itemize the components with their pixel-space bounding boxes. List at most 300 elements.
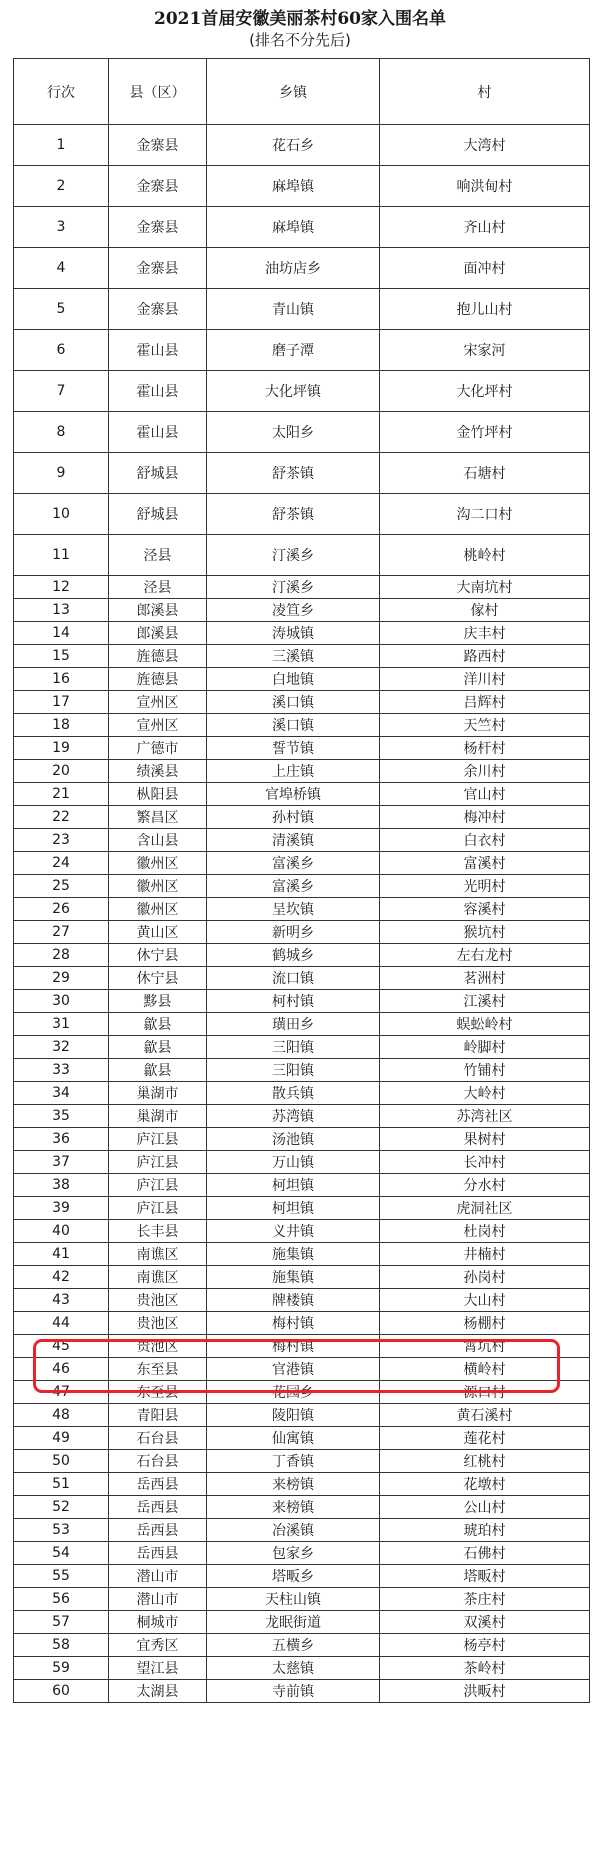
cell-county: 宜秀区 xyxy=(109,1634,207,1657)
cell-village: 左右龙村 xyxy=(380,944,590,967)
header-town: 乡镇 xyxy=(207,59,380,125)
cell-rank: 5 xyxy=(14,289,109,330)
cell-town: 麻埠镇 xyxy=(207,166,380,207)
cell-rank: 22 xyxy=(14,806,109,829)
cell-village: 金竹坪村 xyxy=(380,412,590,453)
cell-village: 大山村 xyxy=(380,1289,590,1312)
cell-village: 天竺村 xyxy=(380,714,590,737)
table-row xyxy=(14,691,590,714)
cell-town: 溪口镇 xyxy=(207,691,380,714)
cell-town: 青山镇 xyxy=(207,289,380,330)
cell-village: 江溪村 xyxy=(380,990,590,1013)
cell-rank: 39 xyxy=(14,1197,109,1220)
cell-village: 容溪村 xyxy=(380,898,590,921)
page-subtitle: (排名不分先后) xyxy=(249,31,351,49)
cell-town: 施集镇 xyxy=(207,1243,380,1266)
cell-village: 梅冲村 xyxy=(380,806,590,829)
cell-rank: 59 xyxy=(14,1657,109,1680)
table-row xyxy=(14,1243,590,1266)
cell-village: 沟二口村 xyxy=(380,494,590,535)
cell-rank: 47 xyxy=(14,1381,109,1404)
cell-town: 白地镇 xyxy=(207,668,380,691)
table-row xyxy=(14,1013,590,1036)
cell-county: 广德市 xyxy=(109,737,207,760)
cell-town: 官港镇 xyxy=(207,1358,380,1381)
cell-rank: 40 xyxy=(14,1220,109,1243)
table-row xyxy=(14,1036,590,1059)
cell-village: 白衣村 xyxy=(380,829,590,852)
cell-town: 柯坦镇 xyxy=(207,1174,380,1197)
cell-rank: 36 xyxy=(14,1128,109,1151)
cell-village: 虎洞社区 xyxy=(380,1197,590,1220)
cell-rank: 12 xyxy=(14,576,109,599)
cell-rank: 6 xyxy=(14,330,109,371)
table-row xyxy=(14,1289,590,1312)
cell-rank: 16 xyxy=(14,668,109,691)
cell-county: 岳西县 xyxy=(109,1473,207,1496)
cell-rank: 1 xyxy=(14,125,109,166)
table-row xyxy=(14,1197,590,1220)
cell-village: 光明村 xyxy=(380,875,590,898)
cell-village: 猴坑村 xyxy=(380,921,590,944)
cell-village: 公山村 xyxy=(380,1496,590,1519)
cell-village: 庆丰村 xyxy=(380,622,590,645)
cell-rank: 42 xyxy=(14,1266,109,1289)
cell-county: 歙县 xyxy=(109,1036,207,1059)
cell-village: 大南坑村 xyxy=(380,576,590,599)
cell-town: 孙村镇 xyxy=(207,806,380,829)
cell-village: 富溪村 xyxy=(380,852,590,875)
cell-town: 呈坎镇 xyxy=(207,898,380,921)
cell-town: 冶溪镇 xyxy=(207,1519,380,1542)
cell-rank: 57 xyxy=(14,1611,109,1634)
table-row xyxy=(14,1404,590,1427)
cell-rank: 35 xyxy=(14,1105,109,1128)
table-row xyxy=(14,1105,590,1128)
cell-county: 巢湖市 xyxy=(109,1105,207,1128)
cell-county: 徽州区 xyxy=(109,852,207,875)
table-row xyxy=(14,852,590,875)
table-row xyxy=(14,1680,590,1703)
cell-rank: 43 xyxy=(14,1289,109,1312)
cell-town: 龙眠街道 xyxy=(207,1611,380,1634)
cell-town: 璜田乡 xyxy=(207,1013,380,1036)
cell-rank: 31 xyxy=(14,1013,109,1036)
cell-village: 桃岭村 xyxy=(380,535,590,576)
table-row xyxy=(14,898,590,921)
cell-town: 誓节镇 xyxy=(207,737,380,760)
cell-village: 宋家河 xyxy=(380,330,590,371)
cell-town: 义井镇 xyxy=(207,1220,380,1243)
cell-town: 鹤城乡 xyxy=(207,944,380,967)
cell-village: 齐山村 xyxy=(380,207,590,248)
table-row xyxy=(14,967,590,990)
cell-town: 汤池镇 xyxy=(207,1128,380,1151)
cell-rank: 2 xyxy=(14,166,109,207)
cell-town: 梅村镇 xyxy=(207,1335,380,1358)
cell-county: 郎溪县 xyxy=(109,622,207,645)
table-row xyxy=(14,1588,590,1611)
cell-rank: 45 xyxy=(14,1335,109,1358)
cell-village: 蜈蚣岭村 xyxy=(380,1013,590,1036)
village-list-table xyxy=(13,58,590,1703)
cell-rank: 54 xyxy=(14,1542,109,1565)
cell-village: 余川村 xyxy=(380,760,590,783)
cell-rank: 26 xyxy=(14,898,109,921)
cell-town: 万山镇 xyxy=(207,1151,380,1174)
table-row xyxy=(14,1358,590,1381)
table-row xyxy=(14,1611,590,1634)
cell-rank: 24 xyxy=(14,852,109,875)
header-rank: 行次 xyxy=(14,59,109,125)
cell-town: 施集镇 xyxy=(207,1266,380,1289)
cell-village: 莲花村 xyxy=(380,1427,590,1450)
cell-rank: 29 xyxy=(14,967,109,990)
cell-rank: 46 xyxy=(14,1358,109,1381)
cell-town: 五横乡 xyxy=(207,1634,380,1657)
cell-county: 长丰县 xyxy=(109,1220,207,1243)
cell-village: 杨亭村 xyxy=(380,1634,590,1657)
cell-rank: 4 xyxy=(14,248,109,289)
cell-county: 宣州区 xyxy=(109,714,207,737)
table-row xyxy=(14,1473,590,1496)
cell-rank: 52 xyxy=(14,1496,109,1519)
cell-town: 花园乡 xyxy=(207,1381,380,1404)
cell-rank: 30 xyxy=(14,990,109,1013)
cell-county: 霍山县 xyxy=(109,371,207,412)
cell-town: 三溪镇 xyxy=(207,645,380,668)
cell-county: 庐江县 xyxy=(109,1174,207,1197)
cell-town: 流口镇 xyxy=(207,967,380,990)
table-row xyxy=(14,599,590,622)
table-row xyxy=(14,990,590,1013)
cell-village: 岭脚村 xyxy=(380,1036,590,1059)
table-row xyxy=(14,453,590,494)
table-row xyxy=(14,1427,590,1450)
cell-rank: 7 xyxy=(14,371,109,412)
table-row xyxy=(14,783,590,806)
cell-town: 苏湾镇 xyxy=(207,1105,380,1128)
table-row xyxy=(14,1381,590,1404)
table-row xyxy=(14,1496,590,1519)
cell-county: 庐江县 xyxy=(109,1197,207,1220)
cell-village: 长冲村 xyxy=(380,1151,590,1174)
cell-county: 东至县 xyxy=(109,1358,207,1381)
cell-county: 桐城市 xyxy=(109,1611,207,1634)
cell-village: 官山村 xyxy=(380,783,590,806)
cell-rank: 50 xyxy=(14,1450,109,1473)
table-row xyxy=(14,806,590,829)
cell-rank: 27 xyxy=(14,921,109,944)
cell-town: 仙寓镇 xyxy=(207,1427,380,1450)
cell-rank: 41 xyxy=(14,1243,109,1266)
table-row xyxy=(14,760,590,783)
cell-rank: 44 xyxy=(14,1312,109,1335)
cell-town: 富溪乡 xyxy=(207,875,380,898)
cell-town: 花石乡 xyxy=(207,125,380,166)
cell-rank: 17 xyxy=(14,691,109,714)
table-row xyxy=(14,248,590,289)
cell-county: 霍山县 xyxy=(109,330,207,371)
cell-village: 杨杆村 xyxy=(380,737,590,760)
cell-county: 绩溪县 xyxy=(109,760,207,783)
table-row xyxy=(14,1335,590,1358)
cell-rank: 28 xyxy=(14,944,109,967)
cell-rank: 38 xyxy=(14,1174,109,1197)
cell-village: 红桃村 xyxy=(380,1450,590,1473)
cell-town: 清溪镇 xyxy=(207,829,380,852)
cell-county: 歙县 xyxy=(109,1013,207,1036)
header-county: 县（区） xyxy=(109,59,207,125)
cell-village: 抱儿山村 xyxy=(380,289,590,330)
cell-county: 歙县 xyxy=(109,1059,207,1082)
cell-town: 官埠桥镇 xyxy=(207,783,380,806)
cell-town: 陵阳镇 xyxy=(207,1404,380,1427)
cell-county: 繁昌区 xyxy=(109,806,207,829)
cell-county: 岳西县 xyxy=(109,1519,207,1542)
cell-rank: 15 xyxy=(14,645,109,668)
cell-rank: 21 xyxy=(14,783,109,806)
cell-village: 双溪村 xyxy=(380,1611,590,1634)
table-row xyxy=(14,1082,590,1105)
table-row xyxy=(14,1634,590,1657)
table-row xyxy=(14,875,590,898)
table-row xyxy=(14,125,590,166)
cell-village: 果树村 xyxy=(380,1128,590,1151)
cell-county: 金寨县 xyxy=(109,248,207,289)
cell-rank: 32 xyxy=(14,1036,109,1059)
cell-county: 旌德县 xyxy=(109,645,207,668)
cell-village: 竹铺村 xyxy=(380,1059,590,1082)
cell-county: 黟县 xyxy=(109,990,207,1013)
cell-rank: 49 xyxy=(14,1427,109,1450)
cell-county: 枞阳县 xyxy=(109,783,207,806)
cell-rank: 48 xyxy=(14,1404,109,1427)
table-row xyxy=(14,207,590,248)
cell-town: 来榜镇 xyxy=(207,1473,380,1496)
cell-county: 金寨县 xyxy=(109,289,207,330)
cell-village: 霄坑村 xyxy=(380,1335,590,1358)
cell-county: 潜山市 xyxy=(109,1565,207,1588)
cell-town: 塔畈乡 xyxy=(207,1565,380,1588)
cell-rank: 51 xyxy=(14,1473,109,1496)
cell-county: 石台县 xyxy=(109,1450,207,1473)
cell-village: 响洪甸村 xyxy=(380,166,590,207)
cell-village: 石佛村 xyxy=(380,1542,590,1565)
cell-rank: 13 xyxy=(14,599,109,622)
cell-village: 苏湾社区 xyxy=(380,1105,590,1128)
table-row xyxy=(14,645,590,668)
cell-town: 上庄镇 xyxy=(207,760,380,783)
cell-county: 金寨县 xyxy=(109,166,207,207)
cell-village: 茶岭村 xyxy=(380,1657,590,1680)
cell-rank: 3 xyxy=(14,207,109,248)
table-row xyxy=(14,1565,590,1588)
cell-rank: 23 xyxy=(14,829,109,852)
cell-rank: 33 xyxy=(14,1059,109,1082)
table-row xyxy=(14,1519,590,1542)
cell-town: 寺前镇 xyxy=(207,1680,380,1703)
cell-county: 庐江县 xyxy=(109,1128,207,1151)
table-header-row xyxy=(14,59,590,125)
table-row xyxy=(14,371,590,412)
cell-town: 柯坦镇 xyxy=(207,1197,380,1220)
cell-town: 舒茶镇 xyxy=(207,453,380,494)
cell-rank: 18 xyxy=(14,714,109,737)
cell-rank: 14 xyxy=(14,622,109,645)
cell-county: 望江县 xyxy=(109,1657,207,1680)
table-row xyxy=(14,1220,590,1243)
cell-town: 汀溪乡 xyxy=(207,576,380,599)
cell-village: 黄石溪村 xyxy=(380,1404,590,1427)
cell-rank: 10 xyxy=(14,494,109,535)
cell-rank: 20 xyxy=(14,760,109,783)
cell-county: 贵池区 xyxy=(109,1312,207,1335)
cell-county: 黄山区 xyxy=(109,921,207,944)
cell-town: 梅村镇 xyxy=(207,1312,380,1335)
cell-village: 塔畈村 xyxy=(380,1565,590,1588)
cell-rank: 37 xyxy=(14,1151,109,1174)
cell-county: 金寨县 xyxy=(109,207,207,248)
cell-village: 吕辉村 xyxy=(380,691,590,714)
cell-county: 宣州区 xyxy=(109,691,207,714)
cell-village: 大化坪村 xyxy=(380,371,590,412)
cell-county: 旌德县 xyxy=(109,668,207,691)
cell-village: 傢村 xyxy=(380,599,590,622)
cell-town: 来榜镇 xyxy=(207,1496,380,1519)
cell-town: 牌楼镇 xyxy=(207,1289,380,1312)
table-row xyxy=(14,944,590,967)
cell-county: 庐江县 xyxy=(109,1151,207,1174)
cell-village: 洋川村 xyxy=(380,668,590,691)
table-row xyxy=(14,535,590,576)
cell-village: 琥珀村 xyxy=(380,1519,590,1542)
cell-rank: 9 xyxy=(14,453,109,494)
table-row xyxy=(14,668,590,691)
cell-rank: 58 xyxy=(14,1634,109,1657)
cell-village: 石塘村 xyxy=(380,453,590,494)
cell-village: 茶庄村 xyxy=(380,1588,590,1611)
table-row xyxy=(14,1657,590,1680)
cell-village: 路西村 xyxy=(380,645,590,668)
table-row xyxy=(14,829,590,852)
cell-county: 含山县 xyxy=(109,829,207,852)
cell-town: 天柱山镇 xyxy=(207,1588,380,1611)
cell-village: 大岭村 xyxy=(380,1082,590,1105)
cell-town: 太阳乡 xyxy=(207,412,380,453)
cell-county: 青阳县 xyxy=(109,1404,207,1427)
cell-county: 东至县 xyxy=(109,1381,207,1404)
cell-rank: 25 xyxy=(14,875,109,898)
cell-town: 散兵镇 xyxy=(207,1082,380,1105)
cell-town: 磨子潭 xyxy=(207,330,380,371)
cell-village: 孙岗村 xyxy=(380,1266,590,1289)
cell-county: 潜山市 xyxy=(109,1588,207,1611)
cell-rank: 55 xyxy=(14,1565,109,1588)
table-row xyxy=(14,622,590,645)
table-row xyxy=(14,1151,590,1174)
table-row xyxy=(14,714,590,737)
cell-town: 三阳镇 xyxy=(207,1059,380,1082)
cell-town: 油坊店乡 xyxy=(207,248,380,289)
cell-rank: 8 xyxy=(14,412,109,453)
cell-rank: 34 xyxy=(14,1082,109,1105)
cell-county: 郎溪县 xyxy=(109,599,207,622)
cell-county: 泾县 xyxy=(109,535,207,576)
cell-county: 南谯区 xyxy=(109,1266,207,1289)
table-row xyxy=(14,1128,590,1151)
page-title: 2021首届安徽美丽茶村60家入围名单 xyxy=(154,9,446,29)
table-row xyxy=(14,921,590,944)
cell-rank: 11 xyxy=(14,535,109,576)
cell-county: 舒城县 xyxy=(109,453,207,494)
table-row xyxy=(14,1059,590,1082)
cell-town: 柯村镇 xyxy=(207,990,380,1013)
cell-county: 霍山县 xyxy=(109,412,207,453)
cell-county: 贵池区 xyxy=(109,1289,207,1312)
cell-village: 茗洲村 xyxy=(380,967,590,990)
cell-town: 三阳镇 xyxy=(207,1036,380,1059)
table-row xyxy=(14,1542,590,1565)
table-row xyxy=(14,1312,590,1335)
cell-town: 涛城镇 xyxy=(207,622,380,645)
cell-town: 溪口镇 xyxy=(207,714,380,737)
table-row xyxy=(14,330,590,371)
cell-town: 新明乡 xyxy=(207,921,380,944)
cell-town: 太慈镇 xyxy=(207,1657,380,1680)
cell-village: 杨棚村 xyxy=(380,1312,590,1335)
header-village: 村 xyxy=(380,59,590,125)
cell-county: 徽州区 xyxy=(109,875,207,898)
table-row xyxy=(14,576,590,599)
cell-rank: 19 xyxy=(14,737,109,760)
cell-county: 徽州区 xyxy=(109,898,207,921)
cell-county: 巢湖市 xyxy=(109,1082,207,1105)
table-row xyxy=(14,1450,590,1473)
cell-rank: 60 xyxy=(14,1680,109,1703)
cell-county: 太湖县 xyxy=(109,1680,207,1703)
cell-village: 源口村 xyxy=(380,1381,590,1404)
cell-town: 大化坪镇 xyxy=(207,371,380,412)
cell-town: 凌笪乡 xyxy=(207,599,380,622)
cell-county: 岳西县 xyxy=(109,1496,207,1519)
cell-county: 贵池区 xyxy=(109,1335,207,1358)
table-row xyxy=(14,166,590,207)
cell-county: 泾县 xyxy=(109,576,207,599)
cell-rank: 56 xyxy=(14,1588,109,1611)
table-row xyxy=(14,494,590,535)
table-row xyxy=(14,412,590,453)
cell-county: 舒城县 xyxy=(109,494,207,535)
cell-village: 杜岗村 xyxy=(380,1220,590,1243)
cell-town: 舒茶镇 xyxy=(207,494,380,535)
cell-rank: 53 xyxy=(14,1519,109,1542)
cell-county: 休宁县 xyxy=(109,944,207,967)
cell-town: 富溪乡 xyxy=(207,852,380,875)
table-row xyxy=(14,737,590,760)
cell-town: 丁香镇 xyxy=(207,1450,380,1473)
cell-village: 洪畈村 xyxy=(380,1680,590,1703)
cell-county: 休宁县 xyxy=(109,967,207,990)
cell-village: 井楠村 xyxy=(380,1243,590,1266)
cell-county: 金寨县 xyxy=(109,125,207,166)
cell-village: 面冲村 xyxy=(380,248,590,289)
cell-town: 汀溪乡 xyxy=(207,535,380,576)
cell-village: 花墩村 xyxy=(380,1473,590,1496)
cell-village: 分水村 xyxy=(380,1174,590,1197)
cell-town: 麻埠镇 xyxy=(207,207,380,248)
cell-county: 南谯区 xyxy=(109,1243,207,1266)
